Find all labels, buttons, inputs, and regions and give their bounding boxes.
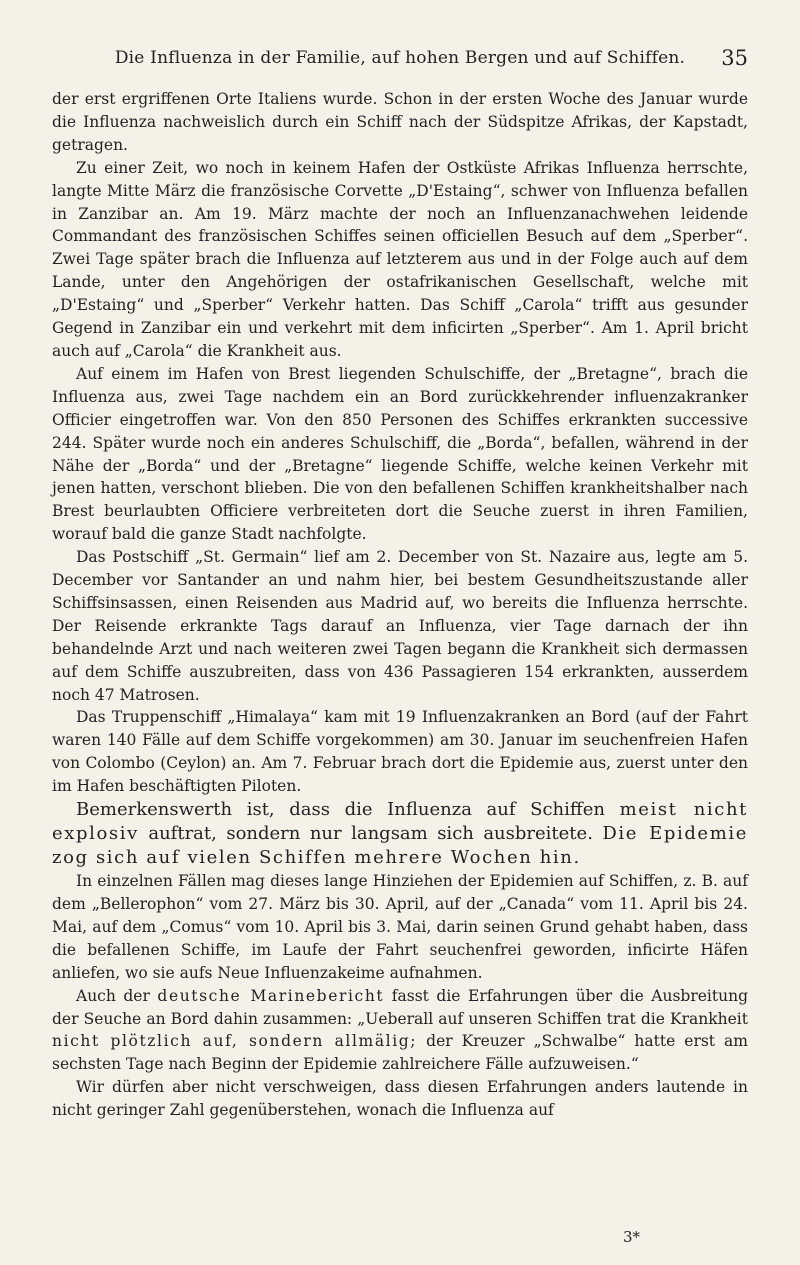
paragraph-6-emphasis bbox=[52, 798, 748, 870]
emph-text-a: Bemerkenswerth ist, dass die Influenza auf Schiffen bbox=[76, 799, 605, 821]
page-number: 35 bbox=[721, 46, 748, 70]
p8-text-a: Auch der bbox=[76, 986, 150, 1005]
paragraph-4: Das Postschiff „St. Germain“ lief am 2. December von St. Nazaire aus, legte am 5. December vor Santander an und nahm hier, bei bestem Gesundheitszustande aller Schiffsinsassen, einen Reisenden aus Madrid auf, wo bereits die Influenza herrschte. Der Reisende erkrankte Tags darauf an Influenza, vier Tage darnach der ihn behandelnde Arzt und nach weiteren zwei Tagen begann die Krankheit sich dermassen auf dem Schiffe auszubreiten, dass von 436 Passagieren 154 erkrankten, ausserdem noch 47 Matrosen. bbox=[52, 548, 748, 704]
paragraph-3: Auf einem im Hafen von Brest liegenden Schulschiffe, der „Bretagne“, brach die Influenza aus, zwei Tage nachdem ein an Bord zurückkehrender influenzakranker Officier eingetroffen war. Von den 850 Personen des Schiffes erkrankten successive 244. Später wurde noch ein anderes Schulschiff, die „Borda“, befallen, während in der Nähe der „Borda“ und der „Bretagne“ liegende Schiffe, welche keinen Verkehr mit jenen hatten, verschont blieben. Die von den befallenen Schiffen krankheitshalber nach Brest beurlaubten Officiere verbreiteten dort die Seuche zuerst in ihren Familien, worauf bald die ganze Stadt nachfolgte. bbox=[52, 364, 748, 544]
paragraph-7: In einzelnen Fällen mag dieses lange Hinziehen der Epidemien auf Schiffen, z. B. auf dem „Bellerophon“ vom 27. März bis 30. April, auf der „Canada“ vom 11. April bis 24. Mai, auf dem „Comus“ vom 10. April bis 3. Mai, darin seinen Grund gehabt haben, dass die befallenen Schiffe, im Laufe der Fahrt seuchenfrei geworden, inficirte Häfen anliefen, wo sie aufs Neue Influenzakeime aufnahmen. bbox=[52, 872, 748, 982]
paragraph-5: Das Truppenschiff „Himalaya“ kam mit 19 Influenzakranken an Bord (auf der Fahrt waren 140 Fälle auf dem Schiffe vorgekommen) am 30. Januar im seuchenfreien Hafen von Colombo (Ceylon) an. Am 7. Februar brach dort die Epidemie aus, zuerst unter den im Hafen beschäftigten Piloten. bbox=[52, 708, 748, 796]
p8-spaced-quote: nicht plötzlich auf, sondern allmälig; bbox=[52, 1032, 418, 1051]
paragraph-8 bbox=[52, 985, 748, 1077]
paragraph-2: Zu einer Zeit, wo noch in keinem Hafen der Ostküste Afrikas Influenza herrschte, langte Mitte März die französische Corvette „D'Estaing“, schwer von Influenza befallen in Zanzibar an. Am 19. März machte der noch an Influenzanachwehen leidende Commandant des französischen Schiffes seinen officiellen Besuch auf dem „Sperber“. Zwei Tage später brach die Influenza auf letzterem aus und in der Folge auch auf dem Lande, unter den Angehörigen der ostafrikanischen Gesellschaft, welche mit „D'Estaing“ und „Sperber“ Verkehr hatten. Das Schiff „Carola“ trifft aus gesunder Gegend in Zanzibar ein und verkehrt mit dem inficirten „Sperber“. Am 1. April bricht auch auf „Carola“ die Krankheit aus. bbox=[52, 158, 748, 360]
p8-text-c: fasst die Erfahrungen über die Ausbreitung der Seuche an Bord dahin zusammen: „Ueberall auf unseren Schiffen trat die Krankheit bbox=[52, 986, 748, 1028]
p8-text-e: der Kreuzer „Schwalbe“ hatte erst am sechsten Tage nach Beginn der Epidemie zahlreichere Fälle aufzuweisen.“ bbox=[52, 1032, 748, 1074]
body-text bbox=[52, 88, 748, 1122]
emph-text-d: Die Epidemie zog sich auf vielen Schiffen mehrere Wochen hin. bbox=[52, 823, 748, 869]
emph-text-b: meist nicht explosiv bbox=[52, 799, 748, 845]
paragraph-9: Wir dürfen aber nicht verschweigen, dass diesen Erfahrungen anders lautende in nicht geringer Zahl gegenüberstehen, wonach die Influenza auf bbox=[52, 1078, 748, 1120]
signature-mark: 3* bbox=[622, 1228, 640, 1246]
running-head bbox=[52, 48, 748, 74]
p8-spaced-term: deutsche Marinebericht bbox=[157, 986, 385, 1005]
running-title: Die Influenza in der Familie, auf hohen Bergen und auf Schiffen. bbox=[114, 48, 686, 68]
paragraph-1: der erst ergriffenen Orte Italiens wurde. Schon in der ersten Woche des Januar wurde die Influenza nachweislich durch ein Schiff nach der Südspitze Afrikas, der Kapstadt, getragen. bbox=[52, 90, 748, 154]
emph-text-c: auftrat, sondern nur langsam sich ausbreitete. bbox=[148, 823, 593, 845]
